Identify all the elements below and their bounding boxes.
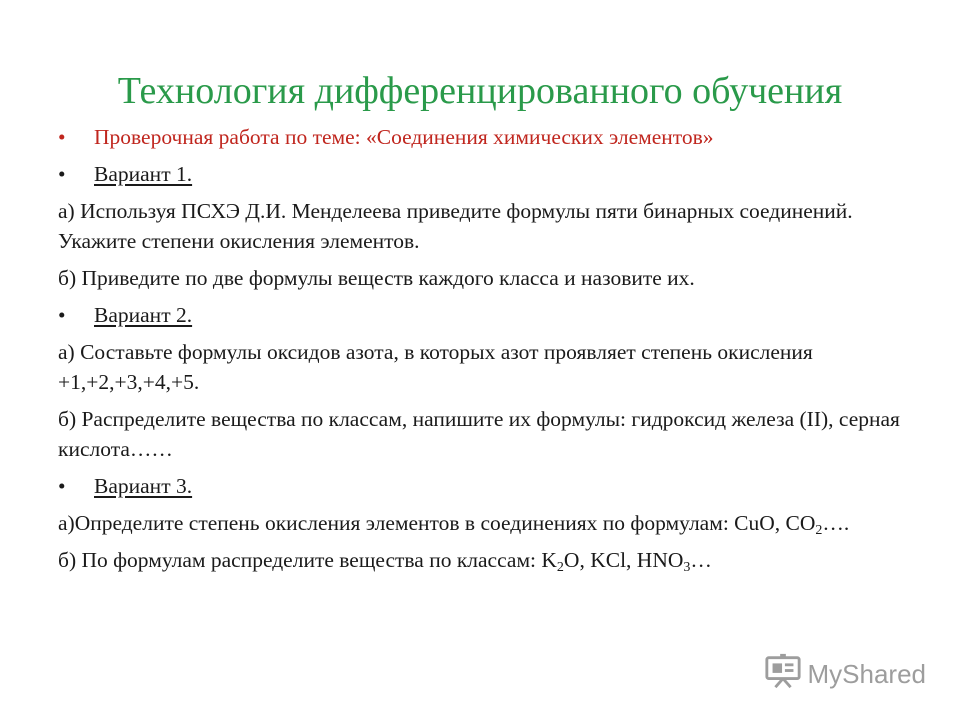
variant3-b-text: б) По формулам распределите вещества по классам: K (58, 548, 557, 572)
variant3-label: Вариант 3. (94, 474, 193, 498)
slide-title: Технология дифференцированного обучения (117, 70, 843, 112)
variant3-task-a (58, 508, 918, 538)
variant2-task-b: б) Распределите вещества по классам, напишите их формулы: гидроксид железа (II), серная кислота…… (58, 407, 900, 461)
variant3-b-tail: … (690, 548, 712, 572)
bullet-dot: • (58, 474, 66, 498)
variant3-a-subscript: 2 (815, 523, 823, 538)
variant2-label: Вариант 2. (94, 303, 193, 327)
variant1-bullet (58, 159, 918, 189)
variant3-b-subscript-2: 3 (683, 560, 691, 575)
variant3-b-mid: O, KCl, HNO (563, 548, 684, 572)
variant3-a-text: а)Определите степень окисления элементов в соединениях по формулам: CuO, CO (58, 511, 816, 535)
bullet-dot: • (58, 303, 66, 327)
bullet-dot: • (58, 162, 66, 186)
variant1-task-b: б) Приведите по две формулы веществ каждого класса и назовите их. (58, 266, 695, 290)
variant1-label: Вариант 1. (94, 162, 193, 186)
variant3-bullet (58, 471, 918, 501)
projector-screen-icon (764, 652, 802, 697)
watermark (764, 654, 927, 694)
intro-bullet (58, 122, 918, 152)
variant3-b-subscript-1: 2 (556, 560, 564, 575)
variant2-task-a: а) Составьте формулы оксидов азота, в которых азот проявляет степень окисления +1,+2,+3,+4,+5. (58, 340, 813, 394)
variant3-task-b (58, 545, 918, 575)
bullet-dot: • (58, 125, 66, 149)
watermark-text: MyShared (807, 658, 926, 689)
slide-content (58, 122, 918, 582)
intro-text: Проверочная работа по теме: «Соединения химических элементов» (94, 125, 714, 149)
variant3-a-tail: …. (822, 511, 850, 535)
variant2-bullet (58, 300, 918, 330)
variant1-task-a: а) Используя ПСХЭ Д.И. Менделеева приведите формулы пяти бинарных соединений. Укажите степени окисления элементов. (58, 199, 853, 253)
